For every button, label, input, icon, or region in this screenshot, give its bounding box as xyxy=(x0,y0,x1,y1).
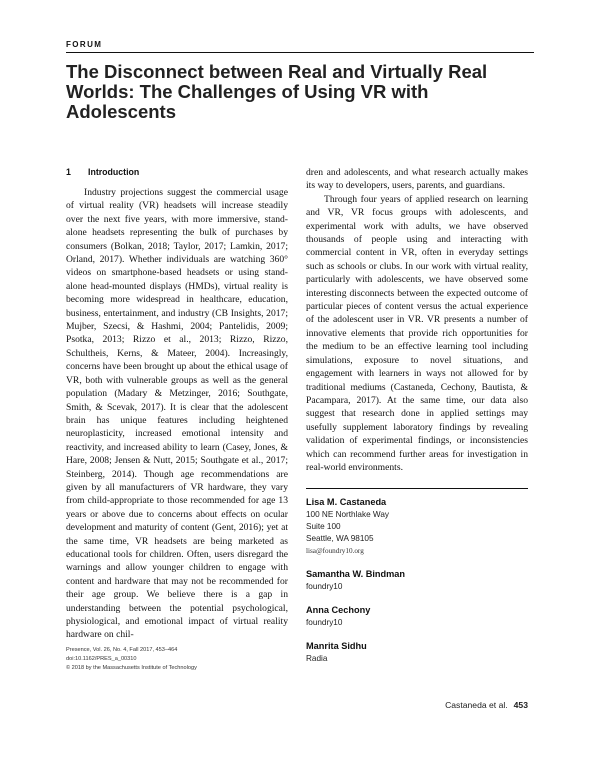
section-number: 1 xyxy=(66,167,71,177)
author-affiliation: foundry10 xyxy=(306,618,343,627)
author-name: Anna Cechony xyxy=(306,605,371,615)
page-number: 453 xyxy=(513,700,528,710)
author-block xyxy=(306,568,528,593)
author-name: Manrita Sidhu xyxy=(306,641,367,651)
author-email-link[interactable]: lisa@foundry10.org xyxy=(306,547,364,555)
author-name: Lisa M. Castaneda xyxy=(306,497,387,507)
author-affiliation: foundry10 xyxy=(306,582,343,591)
intro-paragraph-2: Through four years of applied research on learning and VR, VR focus groups with adolescents, and experimental work with adults, we have observed thousands of people using and interacting with commercial content in VR, often in everyday settings such as schools or clubs. In our work with virtual reality, particularly with adolescents, we have observed some interesting disconnects between the expected outcome of particular pieces of content versus the actual experience of the adolescent user in VR. VR presents a number of innovative elements that provide rich opportunities for the medium to be an effective learning tool including simulations, exposure to novel situations, and engagement with learners in ways not allowed for by traditional mediums (Castaneda, Cechony, Bautista, & Pacampara, 2017). At the same time, our data also suggest that research done in applied settings may usefully supplement laboratory findings by revealing validation of experimental findings, or inconsistencies which can recommend further areas for investigation in real-world environments. xyxy=(306,193,528,473)
section-heading xyxy=(66,166,288,186)
page-footer xyxy=(445,700,528,710)
author-block xyxy=(306,640,528,665)
section-title: Introduction xyxy=(88,167,140,177)
author-affiliation: Radia xyxy=(306,654,328,663)
left-column xyxy=(66,166,288,642)
author-name: Samantha W. Bindman xyxy=(306,569,406,579)
authors-rule xyxy=(306,488,528,489)
journal-line: Presence, Vol. 26, No. 4, Fall 2017, 453–464 xyxy=(66,647,178,653)
author-address-line: 100 NE Northlake Way xyxy=(306,510,389,519)
doi-line[interactable]: doi:10.1162/PRES_a_00310 xyxy=(66,656,137,662)
running-head: Castaneda et al. xyxy=(445,700,508,710)
right-column xyxy=(306,166,528,474)
intro-paragraph-1: Industry projections suggest the commercial usage of virtual reality (VR) headsets will increase steadily over the next five years, with more immersive, stand-alone headsets representing the bulk of purchases by consumers (Bolkan, 2018; Taylor, 2017; Lamkin, 2017; Orland, 2017). Whether individuals are watching 360° videos on smartphone-based headsets or using stand-alone head-mounted displays (HMDs), virtual reality is becoming more widespread in healthcare, education, business, entertainment, and industry (CB Insights, 2017; Mujber, Szecsi, & Hashmi, 2004; Pantelidis, 2009; Psotka, 2013; Rizzo et al., 2013; Rizzo, Rizzo, Schultheis, Kerns, & Mateer, 2004). Increasingly, concerns have been brought up about the ethical usage of VR, both with vulnerable groups as well as the general population (Madary & Metzinger, 2016; Southgate, Smith, & Scevak, 2017). It is clear that the adolescent brain has unique features including heightened neuroplasticity, increased emotional intensity and reactivity, and increased ability to learn (Casey, Jones, & Hare, 2008; Jensen & Nutt, 2015; Southgate et al., 2017; Steinberg, 2014). Though age recommendations are given by all manufacturers of VR hardware, they vary from child-appropriate to those recommended for age 13 years or above due to concerns about effects on ocular development and maturity of content (Gent, 2016); yet at the same time, VR headsets are being marketed as educational tools for children. Often, users disregard the warnings and allow younger children to engage with content and hardware that may not be recommended for their age group. We believe there is a gap in understanding between the potential psychological, physiological, and emotional impact of virtual reality hardware on chil- xyxy=(66,187,288,641)
header-rule xyxy=(66,52,534,53)
publication-info xyxy=(66,646,197,673)
article-title: The Disconnect between Real and Virtually Real Worlds: The Challenges of Using VR with Adolescents xyxy=(66,61,488,122)
author-address-line: Suite 100 xyxy=(306,522,341,531)
copyright-line: © 2018 by the Massachusetts Institute of Technology xyxy=(66,665,197,671)
intro-paragraph-continued: dren and adolescents, and what research actually makes its way to developers, users, parents, and guardians. xyxy=(306,167,528,192)
author-block xyxy=(306,496,528,557)
author-list xyxy=(306,496,528,676)
author-block xyxy=(306,604,528,629)
section-label: FORUM xyxy=(66,40,103,49)
author-address-line: Seattle, WA 98105 xyxy=(306,534,374,543)
